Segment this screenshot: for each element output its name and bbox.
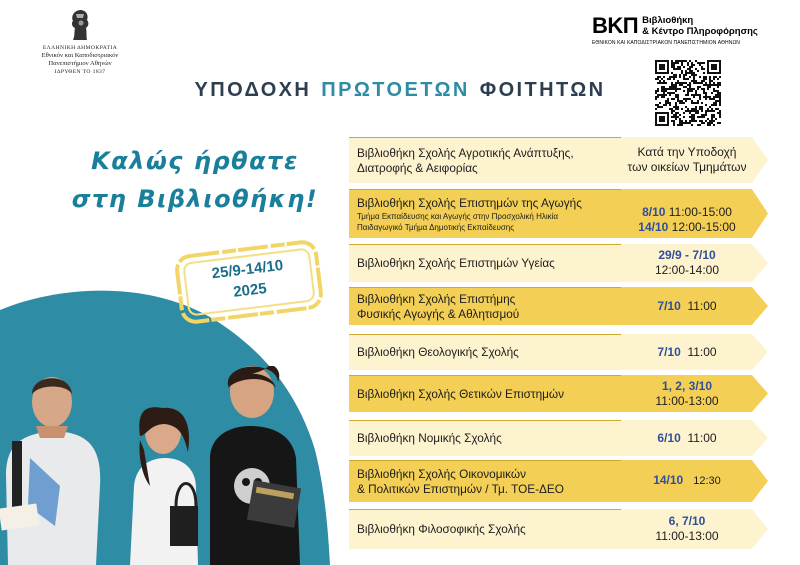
stamp-year: 2025 xyxy=(232,279,268,301)
schedule-row xyxy=(349,420,768,456)
row-info-line1: Κατά την Υποδοχή xyxy=(637,145,737,159)
row-time1: 11:00-15:00 xyxy=(668,204,732,219)
schedule-row xyxy=(349,244,768,282)
row-time: 11:00 xyxy=(687,298,717,313)
row-library-name xyxy=(349,287,623,325)
row-date: 14/10 xyxy=(653,473,684,487)
schedule-row xyxy=(349,189,768,238)
row-schedule xyxy=(621,375,753,412)
row-sub-line1: Τμήμα Εκπαίδευσης και Αγωγής στην Προσχολική Ηλικία xyxy=(357,211,559,221)
row-schedule xyxy=(621,420,753,456)
library-logo xyxy=(592,14,762,46)
row-name-line1: Βιβλιοθήκη Σχολής Επιστημών Υγείας xyxy=(357,256,555,270)
university-logo xyxy=(20,8,140,76)
schedule-row xyxy=(349,460,768,502)
welcome-line2: στη Βιβλιοθήκη! xyxy=(71,185,319,213)
row-date: 6, 7/10 xyxy=(668,514,706,528)
row-name-line2: Φυσικής Αγωγής & Αθλητισμού xyxy=(357,306,520,321)
page-title xyxy=(0,79,800,102)
row-library-name xyxy=(349,460,623,502)
library-name-line1: Βιβλιοθήκη xyxy=(642,15,694,26)
row-name-line2: Διατροφής & Αειφορίας xyxy=(357,160,478,175)
row-name-line1: Βιβλιοθήκη Σχολής Επιστημών της Αγωγής xyxy=(357,195,582,210)
schedule-row xyxy=(349,334,768,370)
university-line3: Πανεπιστήμιον Αθηνών xyxy=(48,60,112,67)
student-right-figure xyxy=(210,366,301,565)
schedule-row xyxy=(349,137,768,183)
title-part1: ΥΠΟΔΟΧΗ xyxy=(194,79,312,101)
schedule-row xyxy=(349,509,768,549)
title-part2: ΠΡΩΤΟΕΤΩΝ xyxy=(321,79,470,101)
library-subtitle: ΕΘΝΙΚΟΝ ΚΑΙ ΚΑΠΟΔΙΣΤΡΙΑΚΟΝ ΠΑΝΕΠΙΣΤΗΜΙΟΝ ΑΘΗΝΩΝ xyxy=(592,40,741,46)
stamp-dates: 25/9-14/10 xyxy=(210,256,285,283)
row-schedule xyxy=(621,460,753,502)
row-library-name xyxy=(349,375,623,412)
row-time: 12:30 xyxy=(693,475,721,487)
library-name-line2: & Κέντρο Πληροφόρησης xyxy=(642,26,758,37)
row-schedule xyxy=(621,287,753,325)
schedule-row xyxy=(349,375,768,412)
row-time: 11:00 xyxy=(687,430,717,445)
row-name-line1: Βιβλιοθήκη Φιλοσοφικής Σχολής xyxy=(357,522,526,536)
row-library-name xyxy=(349,244,623,282)
row-date: 29/9 - 7/10 xyxy=(658,248,716,262)
row-library-name xyxy=(349,420,623,456)
row-time: 11:00-13:00 xyxy=(655,393,719,408)
row-time: 11:00 xyxy=(687,344,717,359)
student-left-figure xyxy=(0,377,100,565)
row-sub-line2: Παιδαγωγικό Τμήμα Δημοτικής Εκπαίδευσης xyxy=(357,222,515,232)
row-library-name xyxy=(349,334,623,370)
schedule-row xyxy=(349,287,768,325)
university-line4: ΙΔΡΥΘΕΝ ΤΟ 1837 xyxy=(54,69,106,75)
row-time: 11:00-13:00 xyxy=(655,529,719,543)
row-schedule xyxy=(621,189,753,238)
row-date2: 14/10 xyxy=(638,219,669,234)
row-date: 7/10 xyxy=(657,298,681,313)
welcome-message xyxy=(60,142,330,218)
row-name-line1: Βιβλιοθήκη Θεολογικής Σχολής xyxy=(357,345,519,359)
library-name xyxy=(642,14,758,37)
university-line1: ΕΛΛΗΝΙΚΗ ΔΗΜΟΚΡΑΤΙΑ xyxy=(42,45,118,51)
row-name-line1: Βιβλιοθήκη Σχολής Θετικών Επιστημών xyxy=(357,386,565,401)
library-mark: ΒΚΠ xyxy=(592,13,639,38)
row-schedule xyxy=(621,509,753,549)
row-schedule xyxy=(621,334,753,370)
row-library-name xyxy=(349,189,623,238)
row-name-line1: Βιβλιοθήκη Σχολής Επιστήμης xyxy=(357,291,516,306)
row-date: 1, 2, 3/10 xyxy=(661,378,713,393)
title-part3: ΦΟΙΤΗΤΩΝ xyxy=(479,79,606,101)
athena-seal-icon xyxy=(67,8,93,42)
row-time2: 12:00-15:00 xyxy=(671,219,736,234)
row-schedule xyxy=(621,137,753,183)
welcome-line1: Καλώς ήρθατε xyxy=(91,147,299,175)
row-date: 7/10 xyxy=(657,344,681,359)
row-schedule xyxy=(621,244,753,282)
student-middle-figure xyxy=(130,407,198,565)
row-date1: 8/10 xyxy=(642,204,666,219)
row-library-name xyxy=(349,137,623,183)
students-photo xyxy=(0,366,330,565)
row-date: 6/10 xyxy=(657,430,681,445)
row-name-line1: Βιβλιοθήκη Νομικής Σχολής xyxy=(357,431,502,445)
row-name-line1: Βιβλιοθήκη Σχολής Αγροτικής Ανάπτυξης, xyxy=(357,145,574,160)
row-name-line2: & Πολιτικών Επιστημών / Τμ. ΤΟΕ-ΔΕΟ xyxy=(357,481,564,496)
university-line2: Εθνικόν και Καποδιστριακόν xyxy=(41,52,119,59)
row-library-name xyxy=(349,509,623,549)
row-time: 12:00-14:00 xyxy=(654,263,720,277)
row-info-line2: των οικείων Τμημάτων xyxy=(627,160,747,174)
row-name-line1: Βιβλιοθήκη Σχολής Οικονομικών xyxy=(357,466,526,481)
